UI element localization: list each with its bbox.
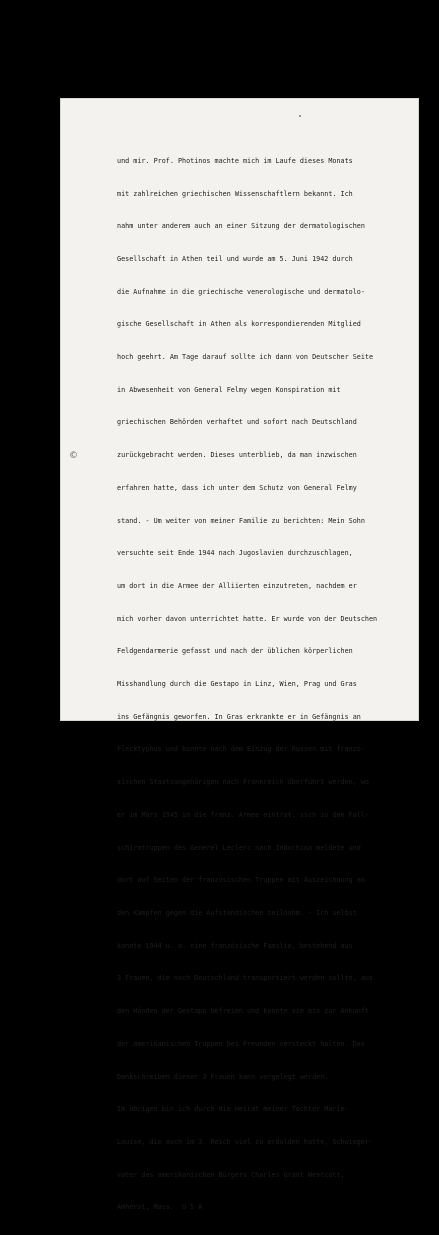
text-line: konnte 1944 u. a. eine französische Familie, bestehend aus xyxy=(117,941,353,950)
page-text xyxy=(117,134,417,1235)
text-line: mit zahlreichen griechischen Wissenschaftlern bekannt. Ich xyxy=(117,189,353,198)
text-line: Amherst, Mass. U S A xyxy=(117,1203,203,1212)
text-line: Flecktyphus und konnte nach dem Einzug der Russen mit franzö- xyxy=(117,745,365,754)
text-line: in Abwesenheit von General Felmy wegen Konspiration mit xyxy=(117,385,341,394)
text-line: schirmtruppen des Generel Leclerc nach Indochina meldete und xyxy=(117,843,361,852)
text-line: hoch geehrt. Am Tage darauf sollte ich dann von Deutscher Seite xyxy=(117,353,374,362)
text-line: vater des amerikanischen Bürgers Charles Grant Westcott, xyxy=(117,1170,345,1179)
text-line: er im März 1945 in die franz. Armee eintrat, sich zu den Fall- xyxy=(117,810,369,819)
typewritten-page xyxy=(60,98,419,1212)
text-line: dort auf Seiten der französischen Truppen mit Auszeichnung an xyxy=(117,876,365,885)
text-line: die Aufnahme in die griechische venerologische und dermatolo- xyxy=(117,287,365,296)
text-line: Louise, die auch im 3. Reich viel zu erdulden hatte, Schwieger- xyxy=(117,1137,374,1146)
text-line: Dankschreiben dieser 3 Frauen kann vorgelegt werden. xyxy=(117,1072,329,1081)
text-line: den Händen der Gestapo befreien und konnte sie bis zur Ankunft xyxy=(117,1007,369,1016)
text-line: 3 Frauen, die nach Deutschland transportiert werden sollte, aus xyxy=(117,974,374,983)
text-line: ins Gefängnis geworfen. In Gras erkrankte er in Gefängnis an xyxy=(117,712,361,721)
text-line: Misshandlung durch die Gestapo in Linz, Wien, Prag und Gras xyxy=(117,680,357,689)
text-line: den Kämpfen gegen die Aufständischen teilnahm. - Ich selbst xyxy=(117,908,357,917)
text-line: Gesellschaft in Athen teil und wurde am 5. Juni 1942 durch xyxy=(117,254,353,263)
text-line: um dort in die Armee der Alliierten einzutreten, nachdem er xyxy=(117,581,357,590)
text-line: versuchte seit Ende 1944 nach Jugoslavien durchzuschlagen, xyxy=(117,549,353,558)
text-line: erfahren hatte, dass ich unter dem Schutz von General Felmy xyxy=(117,483,357,492)
text-line: gische Gesellschaft in Athen als korrespondierenden Mitglied xyxy=(117,320,361,329)
margin-mark: © xyxy=(69,451,78,461)
text-line: der amerikanischen Truppen bei Freunden versteckt halten. Das xyxy=(117,1039,365,1048)
text-line: mich vorher davon unterrichtet hatte. Er wurde von der Deutschen xyxy=(117,614,378,623)
text-line: nahm unter anderem auch an einer Sitzung der dermatologischen xyxy=(117,222,365,231)
ink-dot xyxy=(299,115,301,117)
text-line: zurückgebracht werden. Dieses unterblieb, da man inzwischen xyxy=(117,451,357,460)
text-line: stand. - Um weiter von meiner Familie zu berichten: Mein Sohn xyxy=(117,516,365,525)
text-line: und mir. Prof. Photinos machte mich im Laufe dieses Monats xyxy=(117,156,353,165)
text-line: griechischen Behörden verhaftet und sofort nach Deutschland xyxy=(117,418,357,427)
text-line: Feldgendarmerie gefasst und nach der üblichen körperlichen xyxy=(117,647,353,656)
text-line: sischen Staatsangehörigen nach Frankreich überführt werden, wo xyxy=(117,778,369,787)
text-line: Im übrigen bin ich durch die Heirat meiner Tochter Marie- xyxy=(117,1105,349,1114)
